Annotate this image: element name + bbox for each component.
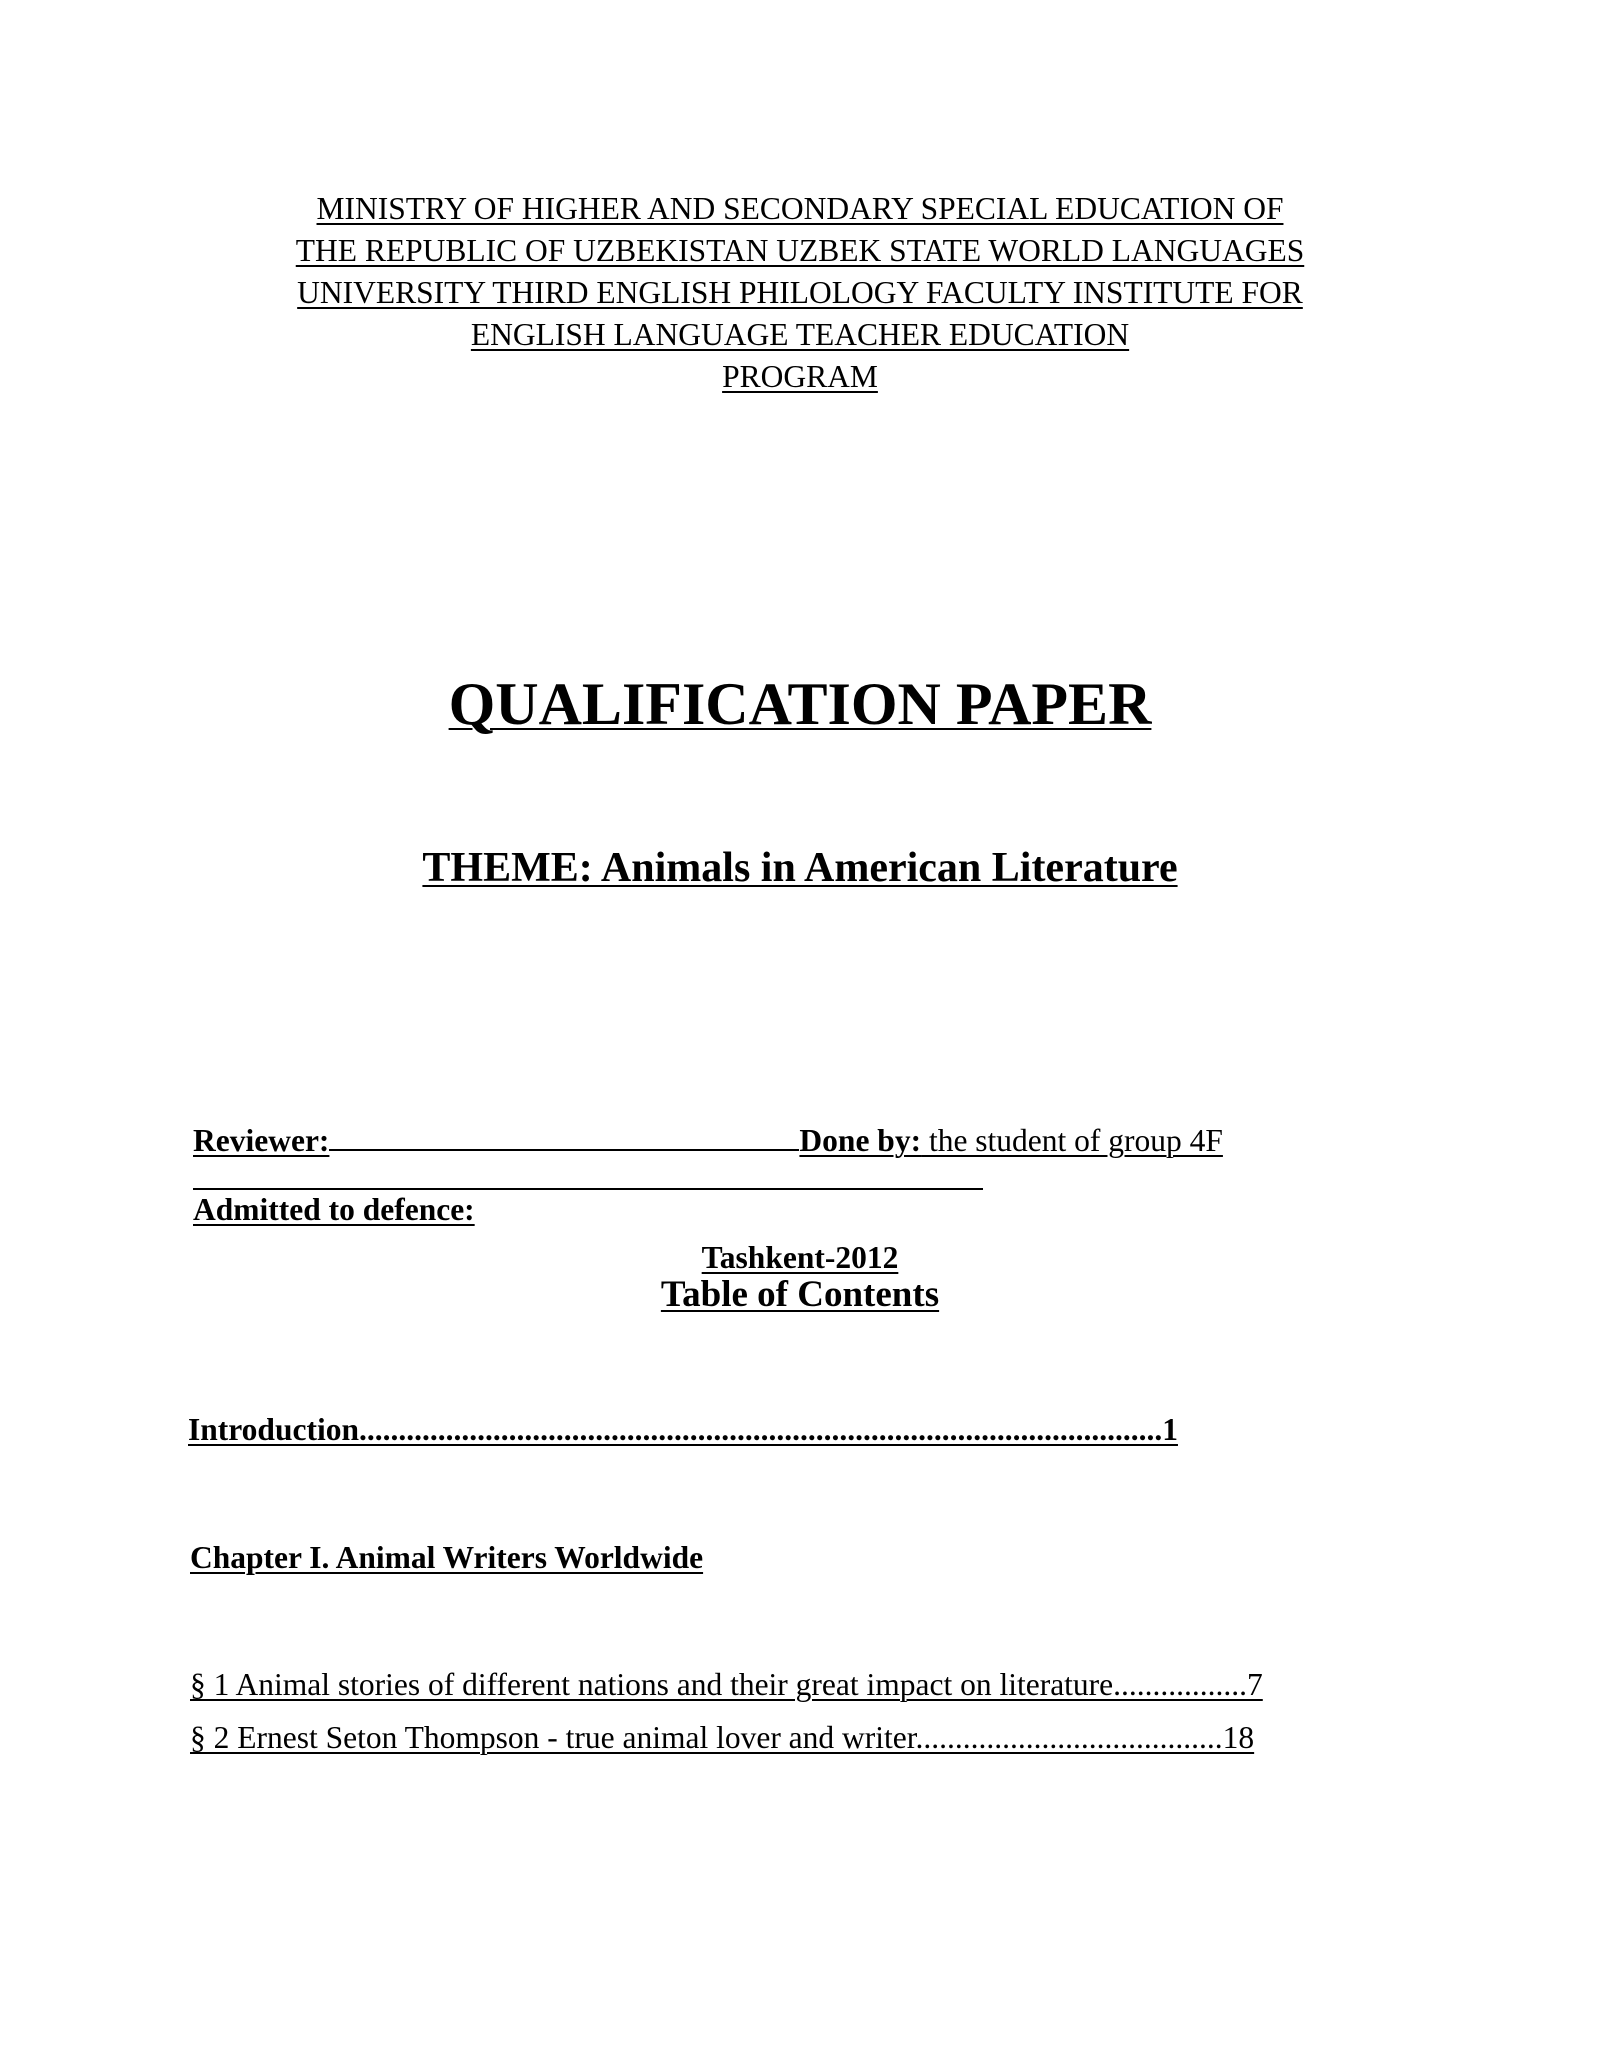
done-by-label: Done by: [799,1123,922,1158]
ministry-header [240,188,1360,398]
header-line-1: MINISTRY OF HIGHER AND SECONDARY SPECIAL EDUCATION OF [316,191,1284,226]
header-line-5: PROGRAM [722,359,878,394]
toc-entry-section-1: § 1 Animal stories of different nations and their great impact on literature.................7 [190,1667,1263,1702]
document-title: QUALIFICATION PAPER [448,671,1152,737]
header-line-4: ENGLISH LANGUAGE TEACHER EDUCATION [470,317,1130,352]
toc-title: Table of Contents [660,1274,940,1315]
done-by-value: the student of group 4F [921,1123,1223,1158]
reviewer-label: Reviewer: [193,1123,330,1158]
reviewer-blank-line [329,1119,799,1151]
reviewer-row [193,1119,1413,1161]
toc-entry-introduction: Introduction......................................................................................................1 [188,1412,1178,1447]
admitted-label: Admitted to defence: [193,1192,475,1227]
toc-entry-section-2: § 2 Ernest Seton Thompson - true animal lover and writer.......................................18 [190,1720,1255,1755]
city-year: Tashkent-2012 [701,1240,899,1275]
header-line-2: THE REPUBLIC OF UZBEKISTAN UZBEK STATE WORLD LANGUAGES [295,233,1305,268]
theme-heading: THEME: Animals in American Literature [422,845,1178,891]
toc-entry-chapter-1: Chapter I. Animal Writers Worldwide [190,1540,704,1575]
header-line-3: UNIVERSITY THIRD ENGLISH PHILOLOGY FACULTY INSTITUTE FOR [297,275,1303,310]
